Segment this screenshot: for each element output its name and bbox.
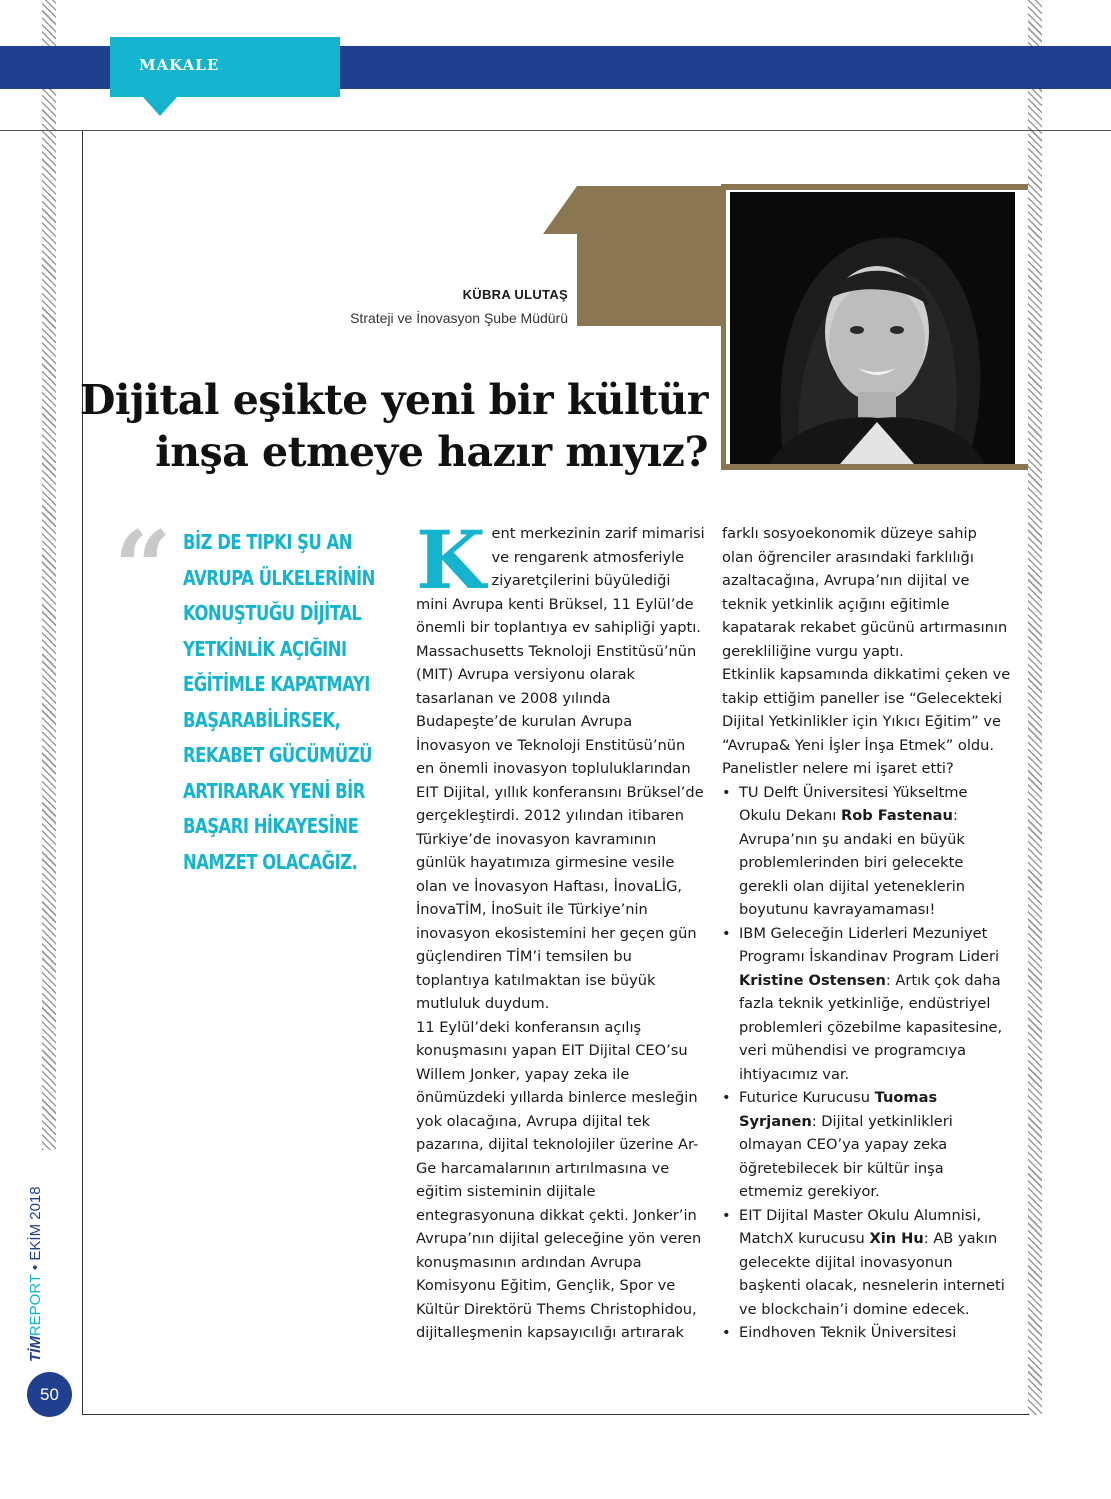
list-item bbox=[722, 922, 1012, 1087]
bullet-text: : Avrupa’nın şu andaki en büyük problemlerinden biri gelecekte gerekli olan dijital yeteneklerin boyutunu kavrayamaması! bbox=[739, 807, 966, 918]
pull-quote-line: REKABET GÜCÜMÜZÜ bbox=[183, 743, 372, 767]
bullet-text: EIT Dijital Master Okulu Alumnisi, MatchX kurucusu bbox=[739, 1206, 982, 1247]
quote-mark-icon: “ bbox=[114, 509, 172, 627]
author-name: KÜBRA ULUTAŞ bbox=[462, 287, 568, 302]
headline-line-1: Dijital eşikte yeni bir kültür bbox=[79, 376, 708, 424]
pull-quote bbox=[183, 525, 404, 880]
list-item bbox=[722, 1086, 1012, 1204]
photo-frame-side bbox=[721, 184, 726, 470]
pull-quote-line: ARTIRARAK YENİ BİR bbox=[183, 778, 365, 803]
author-photo bbox=[730, 192, 1015, 464]
list-item bbox=[722, 1321, 1012, 1345]
paragraph-text: ent merkezinin zarif mimarisi ve rengarenk atmosferiyle ziyaretçilerini büyülediği mini Avrupa kenti Brüksel, 11 Eylül’de önemli bir toplantıya ev sahipliği yaptı. bbox=[416, 525, 705, 636]
bullet-text: : Dijital yetkinlikleri olmayan CEO’ya yapay zeka öğretebilecek bir kültür inşa etmemiz gerekiyor. bbox=[739, 1112, 953, 1200]
page-number: 50 bbox=[27, 1372, 72, 1417]
author-tab bbox=[577, 186, 721, 326]
article-paragraph: Etkinlik kapsamında dikkatimi çeken ve takip ettiğim paneller ise “Gelecekteki Dijital Yetkinlikler için Yıkıcı Eğitim” ve “Avrupa& Yeni İşler İnşa Etmek” oldu. Panelistler nelere mi işaret etti? bbox=[722, 666, 1011, 777]
left-hatch-border bbox=[42, 0, 56, 1150]
list-item bbox=[722, 1204, 1012, 1322]
panelist-name: Tuomas Syrjanen bbox=[739, 1089, 938, 1130]
bullet-text: : AB yakın gelecekte dijital inovasyonun başkenti olacak, nesnelerin interneti ve blockchain’i domine edecek. bbox=[739, 1230, 1005, 1318]
article-paragraph: 11 Eylül’deki konferansın açılış konuşmasını yapan EIT Dijital CEO’su Willem Jonker, yapay zeka ile önümüzdeki yıllarda binlerce mesleğin yok olacağına, Avrupa dijital tek pazarına, dijital teknolojiler üzerine Ar-Ge harcamalarının artırılmasına ve eğitim sisteminin dijitale entegrasyonuna dikkat çekti. Jonker’in Avrupa’nın dijital geleceğine yön veren konuşmasının ardından Avrupa Komisyonu Eğitim, Gençlik, Spor ve Kültür Direktörü Thems Christophidou, dijitalleşmenin kapsayıcılığı artırarak bbox=[416, 1018, 702, 1341]
article-column-1 bbox=[416, 513, 706, 1345]
panelist-list bbox=[722, 781, 1012, 1345]
panelist-name: Xin Hu bbox=[869, 1230, 924, 1247]
article-headline bbox=[60, 374, 708, 478]
panelist-name: Kristine Ostensen bbox=[739, 971, 886, 989]
pull-quote-line: KONUŞTUĞU DİJİTAL bbox=[183, 601, 362, 625]
pull-quote-line: EĞİTİMLE KAPATMAYI bbox=[183, 672, 370, 696]
issue-date: EKİM 2018 bbox=[27, 1186, 44, 1261]
brand-tim: TİM bbox=[27, 1336, 44, 1362]
headline-line-2: inşa etmeye hazır mıyız? bbox=[155, 428, 708, 476]
article-column-2 bbox=[722, 522, 1012, 1345]
bullet-text: IBM Geleceğin Liderleri Mezuniyet Programı İskandinav Program Lideri bbox=[739, 924, 1000, 965]
pull-quote-line: YETKİNLİK AÇIĞINI bbox=[183, 636, 347, 661]
article-paragraph bbox=[416, 513, 706, 640]
photo-frame-top bbox=[721, 184, 1028, 190]
article-paragraph: Massachusetts Teknoloji Enstitüsü’nün (MIT) Avrupa versiyonu olarak tasarlanan ve 2008 yılında Budapeşte’de kurulan Avrupa İnovasyon ve Teknoloji Enstitüsü’nün en önemli inovasyon topluluklarından EIT Dijital, yıllık konferansını Brüksel’de gerçekleştirdi. 2012 yılından itibaren Türkiye’de inovasyon kavramının günlük hayatımıza girmesine vesile olan ve İnovasyon Haftası, İnovaLİG, İnovaTİM, İnoSuit ile Türkiye’nin inovasyon ekosistemini her geçen gün güçlendiren TİM’i temsilen bu toplantıya katılmaktan ise büyük mutluluk duydum. bbox=[416, 642, 704, 1012]
article-paragraph: farklı sosyoekonomik düzeye sahip olan öğrenciler arasındaki farklılığı azaltacağına, Avrupa’nın dijital ve teknik yetkinlik açığını eğitimle kapatarak rekabet gücünü artırmasının gerekliliğine vurgu yaptı. bbox=[722, 525, 1008, 660]
right-hatch-border bbox=[1028, 0, 1042, 1415]
drop-cap: K bbox=[416, 513, 486, 607]
bullet-text: Eindhoven Teknik Üniversitesi bbox=[739, 1324, 957, 1341]
section-tab-pointer bbox=[142, 96, 178, 116]
pull-quote-line: BİZ DE TIPKI ŞU AN bbox=[183, 530, 352, 554]
bullet-text: : Artık çok daha fazla teknik yetkinliğe, endüstriyel problemleri çözebilme kapasitesine, veri mühendisi ve programcıya ihtiyacımız var. bbox=[739, 971, 1003, 1083]
pull-quote-line: AVRUPA ÜLKELERİNİN bbox=[183, 565, 375, 590]
photo-frame-bottom bbox=[721, 464, 1028, 470]
issue-label bbox=[27, 1182, 47, 1362]
section-tab bbox=[110, 37, 340, 97]
author-tab-notch bbox=[543, 186, 577, 234]
issue-separator: • bbox=[27, 1264, 44, 1271]
pull-quote-line: BAŞARI HİKAYESİNE bbox=[183, 814, 359, 838]
bullet-text: TU Delft Üniversitesi Yükseltme Okulu Dekanı bbox=[739, 783, 968, 824]
pull-quote-line: NAMZET OLACAĞIZ. bbox=[183, 849, 358, 874]
panelist-name: Rob Fastenau bbox=[840, 807, 953, 824]
author-portrait-illustration bbox=[730, 192, 1015, 464]
section-tab-label: MAKALE bbox=[139, 56, 220, 74]
author-title: Strateji ve İnovasyon Şube Müdürü bbox=[350, 310, 568, 326]
list-item bbox=[722, 781, 1012, 922]
bullet-text: Futurice Kurucusu bbox=[739, 1089, 875, 1106]
brand-report: REPORT bbox=[27, 1274, 44, 1337]
pull-quote-line: BAŞARABİLİRSEK, bbox=[183, 707, 341, 732]
